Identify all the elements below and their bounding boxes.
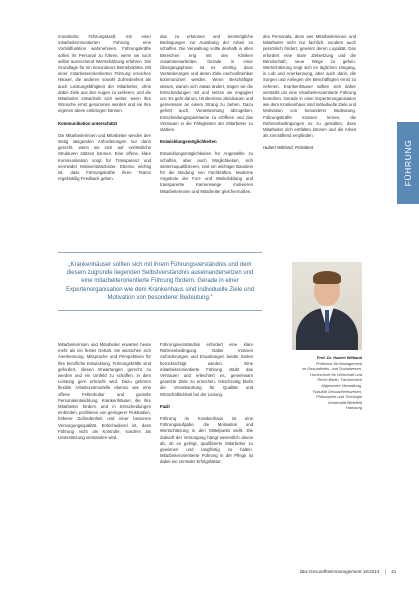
caption-line: Hochschule für Wirtschaft und (310, 371, 362, 377)
portrait-hair (313, 271, 341, 284)
text-column-2-upper (160, 34, 253, 244)
paragraph: Mitarbeiterinnen und Mitarbeiter erwarten heute mehr als ein festes Gehalt. Sie wünschen sich Anerkennung, Mitsprache und Perspektiven für ihre berufliche Entwicklung. Führungskräfte sind gefordert, diesen Erwartungen gerecht zu werden und ein Umfeld zu schaffen, in dem Leistung gern erbracht wird. Dazu gehören flexible Arbeitszeitmodelle ebenso wie eine offene Fehlerkultur und gezielte Personalentwicklung. Krankenhäuser, die ihre Mitarbeiter fördern und in Entscheidungen einbinden, profitieren von geringerer Fluktuation, höherer Zufriedenheit und einer besseren Versorgungsqualität. Entscheidend ist, dass Führung nicht als Kontrolle, sondern als Unterstützung verstanden wird. (58, 342, 151, 441)
portrait-tie (325, 310, 329, 332)
paragraph: Führungsverständnis erfordert eine klare Rahmenbedingung. Dabei müssen Anforderungen und Erwartungen beider Seiten berücksichtigt werden. Eine mitarbeiterorientierte Führung stärkt das Vertrauen und erleichtert es, gemeinsam gesetzte Ziele zu erreichen. Gleichzeitig bleibt die Verantwortung für Qualität und Wirtschaftlichkeit bei der Leitung. (160, 342, 253, 397)
portrait-caption (268, 355, 362, 411)
page-number: 41 (391, 569, 397, 574)
author-portrait-photo (292, 262, 362, 350)
section-heading: Entwicklungsmöglichkeiten (160, 139, 217, 145)
text-column-3-upper (263, 34, 356, 244)
journal-name: f&w Gesundheitsmanagement (300, 569, 362, 574)
section-tab-label: FÜHRUNG (403, 139, 413, 187)
caption-line: Fakultät Gesundheitswesen, (312, 388, 362, 394)
caption-line: Philosophie und Theologie (316, 394, 362, 400)
caption-line: Universität Bielefeld (327, 399, 362, 405)
caption-name: Prof. Dr. Hubert Wittland (316, 355, 362, 360)
caption-line: Professor für Management (315, 360, 362, 366)
section-tab (397, 122, 419, 204)
section-heading: Kommunikation unterschätzt (58, 120, 118, 126)
paragraph: moralische Führungskraft, mit einer mitarbeiterorientierten Führung eine Vorbildfunktion wahrnehmen. Führungskräfte sollen ihr Personal zu führen, wenn sie noch selbst ausreichend Wertschätzung erfahren. Die Grundlage für ein besonderes Betriebsklima. Mit einer mitarbeiterorientierten Führung erreichen Häuser, die anderen sowohl Zufriedenheit als auch Leistungsfähigkeit der Mitarbeiter, ohne dabei Ziele aus den Augen zu verlieren, und die Mitarbeiter entwickeln sich weiter, wenn ihre Wünsche ernst genommen werden und sie ihre eigenen Ideen einbringen können. (58, 34, 151, 114)
paragraph: Führung im Krankenhaus ist eine Führungsaufgabe, die Motivation und Wertschätzung in den Mittelpunkt stellt. Die Zukunft der Versorgung hängt wesentlich davon ab, ob es gelingt, qualifizierte Mitarbeiter zu gewinnen und langfristig zu halten. Mitarbeiterorientierte Führung in der Pflege ist dabei ein zentraler Erfolgsfaktor. (160, 416, 253, 465)
footer-separator: | (384, 569, 386, 574)
text-column-1-upper (58, 34, 151, 234)
paragraph: das zu erkennen und bestmögliche Bedingungen zur Ausübung der Arbeit zu schaffen. Die Verwaltung sollte deshalb in allen Bereichen eng mit den Kliniken zusammenarbeiten. Gerade in einer Übergangsphase ist es wichtig, dass Veränderungen und deren Ziele nachvollziehbar kommuniziert werden. Wenn Beschäftigte wissen, warum sich etwas ändert, tragen sie die Entscheidungen mit und setzen sie engagiert um. Es geht darum, Hindernisse abzubauen und gemeinsam an einem Strang zu ziehen. Dazu gehört auch, Verantwortung abzugeben, Entscheidungsspielräume zu eröffnen und das Vertrauen in die Fähigkeiten der Mitarbeiter zu stärken. (160, 34, 253, 133)
paragraph: des Personals, denn wer Mitarbeiterinnen und Mitarbeiter nicht nur fachlich, sondern auch persönlich fördert, gewinnt deren Loyalität. Das erfordert eine klare Zielsetzung und die Bereitschaft, neue Wege zu gehen. Wertschätzung zeigt sich im täglichen Umgang, in Lob und Anerkennung, aber auch darin, die Sorgen und Anliegen der Beschäftigten ernst zu nehmen. Krankenhäuser sollten sich daher verstärkt um eine mitarbeiterorientierte Führung bemühen. Gerade in einer Expertenorganisation wie dem Krankenhaus sind individuelle Ziele und Motivation von besonderer Bedeutung. Führungskräfte müssen lernen, die Rahmenbedingungen so zu gestalten, dass Mitarbeiter sich entfalten können und die Arbeit als sinnstiftend empfinden. (263, 34, 356, 139)
caption-line: Hamburg (345, 405, 362, 411)
caption-line: Recht Berlin, Fachbereich (317, 377, 362, 383)
text-column-2-lower (160, 342, 253, 584)
paragraph: Entwicklungsmöglichkeiten für Angestellte zu schaffen, aber auch Möglichkeiten, sich weiterzuqualifizieren, sind ein wichtiger Baustein für die Bindung von Fachkräften. Moderne Angebote der Fort- und Weiterbildung und transparente Karrierewege motivieren Mitarbeiterinnen und Mitarbeiter gleichermaßen. (160, 151, 253, 194)
author-line: Hubert Wittland, Präsident (263, 145, 314, 151)
paragraph: Die Mitarbeiterinnen und Mitarbeiter werden den stetig steigenden Anforderungen nur dann gerecht, wenn sie sich auf verlässliche Strukturen stützen können. Eine offene, klare Kommunikation sorgt für Transparenz und vermeidet Missverständnisse. Ebenso wichtig ist, dass Führungskräfte ihren Teams regelmäßig Feedback geben. (58, 132, 151, 182)
page-footer (300, 569, 400, 574)
section-heading: Fazit (160, 403, 170, 409)
pull-quote: „Krankenhäuser sollten sich mit ihrem Führungsverständnis und dem diesem zugrunde liegenden Selbstverständnis auseinandersetzen und eine mitarbeiterorientierte Führung fördern. Gerade in einer Expertenorganisation wie dem Krankenhaus sind individuelle Ziele und Motivation von besonderer Bedeutung.“ (58, 252, 262, 311)
journal-issue: 16/2014 (362, 569, 380, 574)
caption-line: Allgemeine Verwaltung, (321, 382, 362, 388)
text-column-1-lower (58, 342, 151, 584)
caption-line: im Gesundheits- und Sozialwesen, (302, 366, 362, 372)
